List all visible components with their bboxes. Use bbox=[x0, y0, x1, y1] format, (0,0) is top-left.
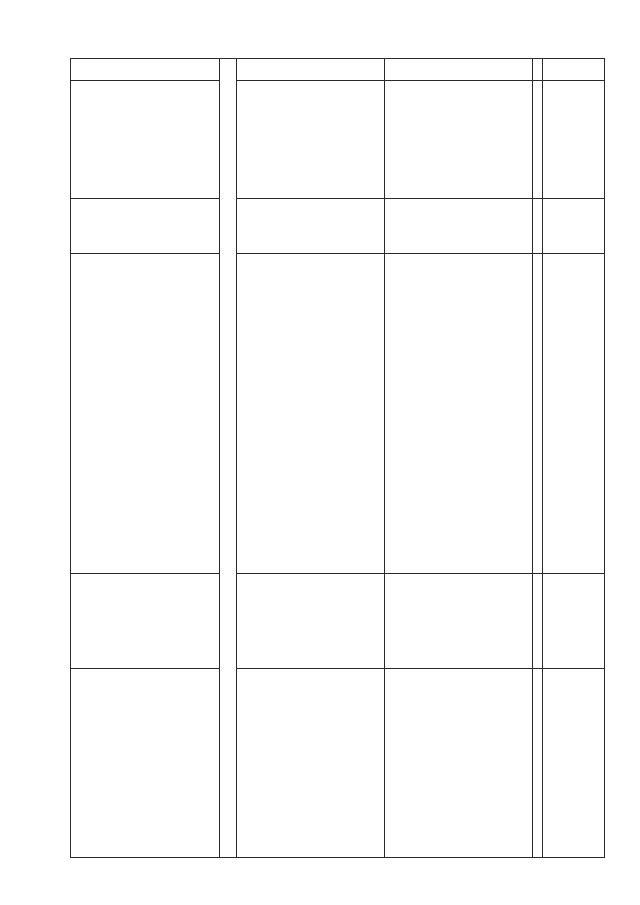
section-heading bbox=[220, 59, 237, 858]
header-responsible bbox=[543, 669, 605, 858]
header-term bbox=[543, 574, 605, 669]
column-number bbox=[533, 81, 543, 199]
row-algorithm bbox=[237, 254, 385, 574]
row-algorithm bbox=[385, 254, 533, 574]
column-number bbox=[533, 199, 543, 254]
table-header-row bbox=[543, 59, 605, 858]
row-unit bbox=[71, 199, 220, 254]
row-no bbox=[385, 59, 533, 81]
column-number bbox=[533, 59, 543, 81]
table-row bbox=[71, 59, 220, 858]
header-no bbox=[543, 59, 605, 81]
row-responsible bbox=[71, 669, 220, 858]
row-no bbox=[71, 59, 220, 81]
table-row bbox=[237, 59, 385, 858]
row-name bbox=[385, 81, 533, 199]
row-name bbox=[71, 81, 220, 199]
row-algorithm bbox=[71, 254, 220, 574]
table-container bbox=[70, 58, 605, 858]
rotated-table-frame bbox=[70, 58, 605, 858]
row-term bbox=[237, 574, 385, 669]
header-algorithm bbox=[543, 254, 605, 574]
row-unit bbox=[385, 199, 533, 254]
row-unit bbox=[237, 199, 385, 254]
row-responsible bbox=[385, 669, 533, 858]
section-heading-row bbox=[220, 59, 237, 858]
column-number-row bbox=[533, 59, 543, 858]
column-number bbox=[533, 574, 543, 669]
column-number bbox=[533, 669, 543, 858]
header-unit bbox=[543, 199, 605, 254]
row-name bbox=[237, 81, 385, 199]
row-responsible bbox=[237, 669, 385, 858]
row-no bbox=[237, 59, 385, 81]
row-term bbox=[71, 574, 220, 669]
table-row bbox=[385, 59, 533, 858]
column-number bbox=[533, 254, 543, 574]
indicator-table bbox=[70, 58, 605, 858]
header-name bbox=[543, 81, 605, 199]
row-term bbox=[385, 574, 533, 669]
